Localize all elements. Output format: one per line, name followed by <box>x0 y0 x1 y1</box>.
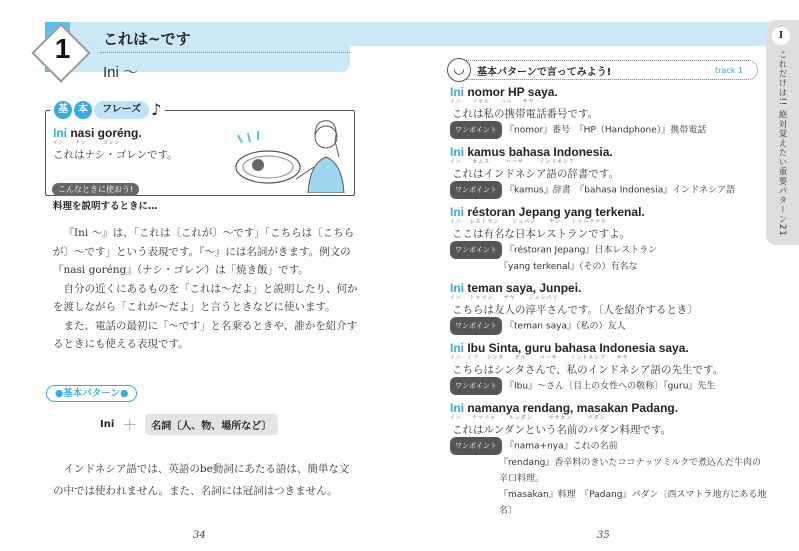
ini-word: Ini <box>450 401 464 415</box>
onepoint <box>450 121 770 139</box>
furigana: イニ ノモル ハペ サヤ <box>450 99 535 105</box>
note: 『masakan』料理 『Padang』パダン〔西スマトラ地方にある地名〕 <box>499 490 767 516</box>
translation: これはインドネシア語の辞書です。 <box>452 168 620 180</box>
example-list <box>450 85 770 525</box>
note: 『kamus』辞書 『bahasa Indonesia』インドネシア語 <box>505 185 736 196</box>
page-number-left: 34 <box>193 530 206 541</box>
lesson-number: 1 <box>54 33 71 64</box>
onepoint-badge: ワンポイント <box>450 181 502 199</box>
furigana: イニ ナシ ゴレン <box>53 140 121 146</box>
paragraph: インドネシア語では、英語のbe動詞にあたる語は、簡単な文の中では使われません。また、名詞には冠詞はつきません。 <box>53 463 350 497</box>
sentence: teman saya, Junpei. <box>464 281 582 295</box>
onepoint-badge: ワンポイント <box>450 437 502 455</box>
paragraph: また、電話の最初に「～です」と名乗るときや、誰かを紹介するときにも使える表現です。 <box>53 319 358 350</box>
example-phrase <box>53 126 178 162</box>
pattern-noun: 名詞〔人、物、場所など〕 <box>145 414 277 435</box>
sentence: réstoran Jepang yang terkenal. <box>464 205 645 219</box>
lesson-subtitle: Ini ～ <box>103 64 139 81</box>
ini-word: Ini <box>450 145 464 159</box>
smiley-icon: ◡ <box>447 58 471 82</box>
furigana: イニ トゥマン サヤ ジュンペイ <box>450 295 559 301</box>
lesson-title: これは~です <box>103 30 191 48</box>
header-bar-lower <box>45 45 350 72</box>
pattern-formula <box>100 414 278 435</box>
translation: これは私の携帯電話番号です。 <box>452 108 599 120</box>
note: 『nama+nya』これの名前 <box>505 441 618 452</box>
phrase-text: nasi goréng. <box>67 126 142 140</box>
furigana: イニ ナマニャ ルンダン マサカン パダン <box>450 415 606 421</box>
note: 『réstoran Jepang』日本レストラン <box>505 245 658 256</box>
chapter-number: I <box>772 27 790 45</box>
explanation-text <box>53 224 358 354</box>
note-text <box>53 458 358 502</box>
ini-word: Ini <box>450 205 464 219</box>
tab-circle: 基 <box>54 101 72 119</box>
tab-circle: 本 <box>74 101 92 119</box>
basic-pattern-label: ●基本パターン● <box>46 385 137 402</box>
example-entry <box>450 85 770 139</box>
tab-label: フレーズ <box>94 101 149 119</box>
note: 『nomor』番号 『HP（Handphone）』携帯電話 <box>505 125 707 136</box>
furigana: イニ レストラン ジュパン ヤン トゥルクナル <box>450 219 608 225</box>
translation: ここは有名な日本レストランですよ。 <box>452 228 631 240</box>
example-entry <box>450 341 770 395</box>
paragraph: 『Ini ～』は、「これは〔これが〕～です」「こちらは〔こちらが〕～です」という表現です。『～』には名詞がきます。例文の『nasi goréng』（ナシ・ゴレン）は「焼き飯」です。 <box>53 227 355 276</box>
ini-word: Ini <box>450 341 464 355</box>
onepoint-badge: ワンポイント <box>450 241 502 259</box>
translation: こちらは友人の淳平さんです。〔人を紹介するとき〕 <box>452 304 698 316</box>
pattern-ini: Ini <box>100 419 115 430</box>
chapter-title: これだけは!! 絶対覚えたい重要パターン21 <box>777 50 787 237</box>
onepoint-badge: ワンポイント <box>450 377 502 395</box>
ini-word: Ini <box>450 85 464 99</box>
page-number-right: 35 <box>597 530 610 541</box>
note: 『yang terkenal』（その）有名な <box>499 262 638 272</box>
usage-text: 料理を説明するときに… <box>53 201 158 212</box>
woman-with-food-illustration <box>228 115 348 193</box>
banner-title: 基本パターンで言ってみよう! <box>477 66 612 78</box>
note: 『rendang』香辛料のきいたココナッツミルクで煮込んだ牛肉の辛口料理。 <box>499 458 762 484</box>
paragraph: 自分の近くにあるものを「これは～だよ」と説明したり、何かを渡しながら「これが～だよ」と言うときなどに使います。 <box>53 282 358 313</box>
example-entry <box>450 281 770 335</box>
basic-phrase-tab <box>50 100 165 120</box>
translation: これはナシ・ゴレンです。 <box>53 149 178 161</box>
onepoint <box>450 181 770 199</box>
music-note-icon: ♪ <box>151 100 162 119</box>
onepoint-badge: ワンポイント <box>450 317 502 335</box>
translation: こちらはシンタさんで、私のインドネシア語の先生です。 <box>452 364 724 376</box>
onepoint <box>450 241 770 275</box>
sentence: nomor HP saya. <box>464 85 558 99</box>
onepoint <box>450 437 770 519</box>
sentence: Ibu Sinta, guru bahasa Indonesia saya. <box>464 341 689 355</box>
onepoint <box>450 317 770 335</box>
onepoint-badge: ワンポイント <box>450 121 502 139</box>
sentence: kamus bahasa Indonesia. <box>464 145 613 159</box>
onepoint <box>450 377 770 395</box>
note: 『Ibu』～さん〔目上の女性への敬称〕『guru』先生 <box>505 381 716 392</box>
usage-badge: こんなときに使おう! <box>52 183 139 196</box>
example-entry <box>450 205 770 275</box>
furigana: イニ カムス バハサ インドネシア <box>450 159 576 165</box>
furigana: イニ イブ シンタ グル バハサ インドネシア サヤ <box>450 355 629 361</box>
plus-icon: ＋ <box>122 416 138 434</box>
sentence: namanya rendang, masakan Padang. <box>464 401 679 415</box>
audio-track: track 1 <box>715 65 743 75</box>
ini-word: Ini <box>53 126 67 140</box>
practice-banner <box>448 60 758 80</box>
example-entry <box>450 401 770 519</box>
example-entry <box>450 145 770 199</box>
note: 『teman saya』（私の）友人 <box>505 321 626 332</box>
translation: これはルンダンという名前のパダン料理です。 <box>452 424 672 436</box>
ini-word: Ini <box>450 281 464 295</box>
divider <box>100 52 350 53</box>
